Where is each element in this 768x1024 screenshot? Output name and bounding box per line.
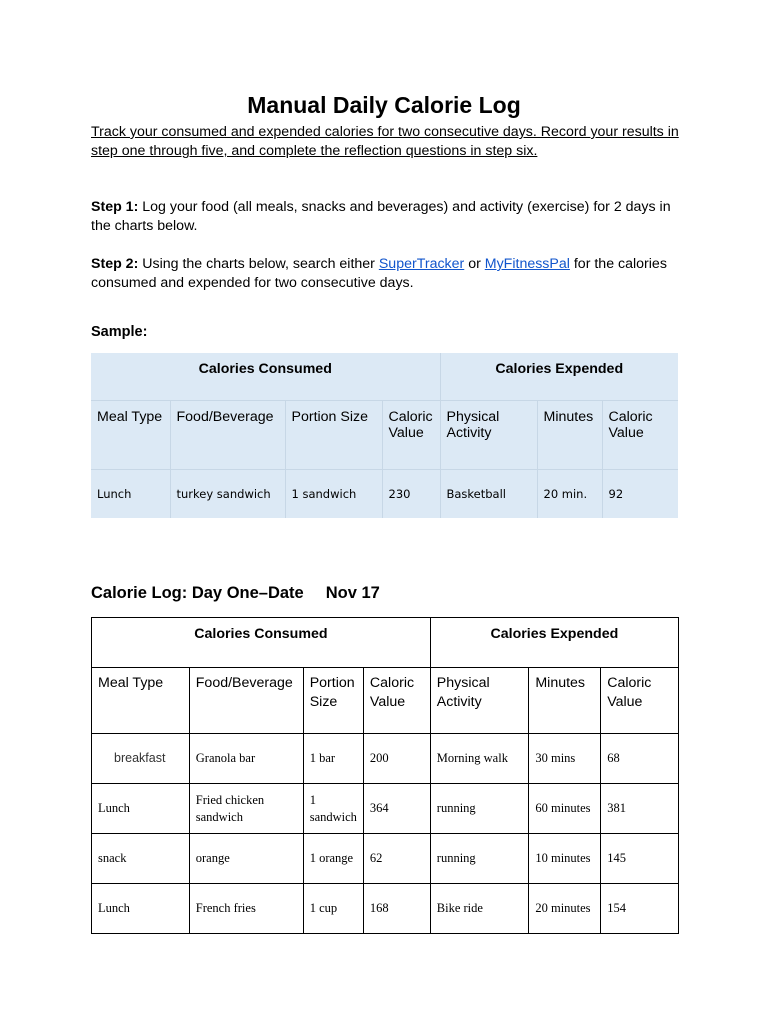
log-cell-activity[interactable]: running [430, 784, 529, 834]
table-row [91, 469, 678, 518]
log-cell-portion[interactable]: 1 cup [303, 884, 363, 934]
sample-cell-portion: 1 sandwich [285, 469, 382, 518]
sample-group-consumed: Calories Consumed [91, 353, 440, 400]
log-cell-minutes[interactable]: 60 minutes [529, 784, 601, 834]
sample-col-header: Portion Size [285, 400, 382, 469]
log-cell-portion[interactable]: 1 sandwich [303, 784, 363, 834]
log-col-header: Caloric Value [601, 668, 679, 734]
log-cell-portion[interactable]: 1 bar [303, 734, 363, 784]
day-one-log-table [91, 617, 679, 934]
table-row [92, 884, 679, 934]
log-col-header: Food/Beverage [189, 668, 303, 734]
log-cell-meal-type[interactable]: Lunch [92, 884, 190, 934]
supertracker-link[interactable]: SuperTracker [378, 256, 465, 272]
day-one-heading-text: Calorie Log: Day One–Date [91, 584, 304, 602]
sample-cell-activity: Basketball [440, 469, 537, 518]
step-1-text: Log your food (all meals, snacks and beverages) and activity (exercise) for 2 days in the charts below. [91, 199, 671, 234]
sample-cell-food: turkey sandwich [170, 469, 285, 518]
sample-cell-caloric-value: 230 [382, 469, 440, 518]
day-one-date: Nov 17 [325, 584, 380, 602]
log-cell-activity[interactable]: Morning walk [430, 734, 529, 784]
sample-col-header: Minutes [537, 400, 602, 469]
step-2-text-before: Using the charts below, search either [138, 256, 379, 272]
log-col-header: Meal Type [92, 668, 190, 734]
log-group-consumed: Calories Consumed [92, 618, 431, 668]
log-cell-caloric-value[interactable]: 200 [363, 734, 430, 784]
myfitnesspal-link[interactable]: MyFitnessPal [484, 256, 570, 272]
log-cell-food[interactable]: Fried chicken sandwich [189, 784, 303, 834]
log-cell-caloric-value[interactable]: 168 [363, 884, 430, 934]
log-cell-food[interactable]: Granola bar [189, 734, 303, 784]
step-2-label: Step 2: [91, 256, 139, 272]
step-2-text-after: for the calories consumed and expended for two consecutive days. [91, 256, 667, 291]
log-col-header: Caloric Value [363, 668, 430, 734]
sample-cell-meal-type: Lunch [91, 469, 170, 518]
table-row [92, 784, 679, 834]
intro-text: Track your consumed and expended calories for two consecutive days. Record your results in step one through five, and complete the reflection questions in step six. [91, 124, 679, 159]
log-cell-activity[interactable]: Bike ride [430, 884, 529, 934]
log-cell-caloric-value[interactable]: 364 [363, 784, 430, 834]
step-1-label: Step 1: [91, 199, 139, 215]
log-col-header: Minutes [529, 668, 601, 734]
log-cell-minutes[interactable]: 20 minutes [529, 884, 601, 934]
log-cell-expended-value[interactable]: 68 [601, 734, 679, 784]
log-cell-food[interactable]: orange [189, 834, 303, 884]
log-column-header-row [92, 668, 679, 734]
log-col-header: Portion Size [303, 668, 363, 734]
log-cell-expended-value[interactable]: 154 [601, 884, 679, 934]
sample-col-header: Caloric Value [382, 400, 440, 469]
log-cell-meal-type[interactable]: snack [92, 834, 190, 884]
sample-table [91, 353, 678, 518]
step-2 [91, 255, 691, 293]
log-group-expended: Calories Expended [430, 618, 678, 668]
log-cell-activity[interactable]: running [430, 834, 529, 884]
table-row [92, 834, 679, 884]
log-cell-portion[interactable]: 1 orange [303, 834, 363, 884]
table-row [92, 734, 679, 784]
log-cell-expended-value[interactable]: 145 [601, 834, 679, 884]
page-title: Manual Daily Calorie Log [247, 92, 521, 118]
log-cell-minutes[interactable]: 10 minutes [529, 834, 601, 884]
sample-col-header: Food/Beverage [170, 400, 285, 469]
day-one-heading [91, 584, 380, 603]
sample-cell-expended-value: 92 [608, 486, 624, 501]
sample-col-header: Meal Type [91, 400, 170, 469]
log-cell-meal-type[interactable]: Lunch [92, 784, 190, 834]
sample-group-expended: Calories Expended [440, 353, 678, 400]
step-1 [91, 198, 691, 236]
log-cell-food[interactable]: French fries [189, 884, 303, 934]
step-2-text-mid: or [464, 256, 485, 272]
log-group-header-row [92, 618, 679, 668]
sample-col-header: Physical Activity [440, 400, 537, 469]
sample-group-header-row [91, 353, 678, 400]
sample-cell-minutes: 20 min. [537, 469, 602, 518]
log-cell-expended-value[interactable]: 381 [601, 784, 679, 834]
log-cell-minutes[interactable]: 30 mins [529, 734, 601, 784]
sample-col-header: Caloric Value [602, 400, 678, 469]
sample-column-header-row [91, 400, 678, 469]
log-col-header: Physical Activity [430, 668, 529, 734]
log-cell-meal-type[interactable]: breakfast [92, 734, 190, 784]
log-cell-caloric-value[interactable]: 62 [363, 834, 430, 884]
sample-label: Sample: [91, 324, 148, 340]
